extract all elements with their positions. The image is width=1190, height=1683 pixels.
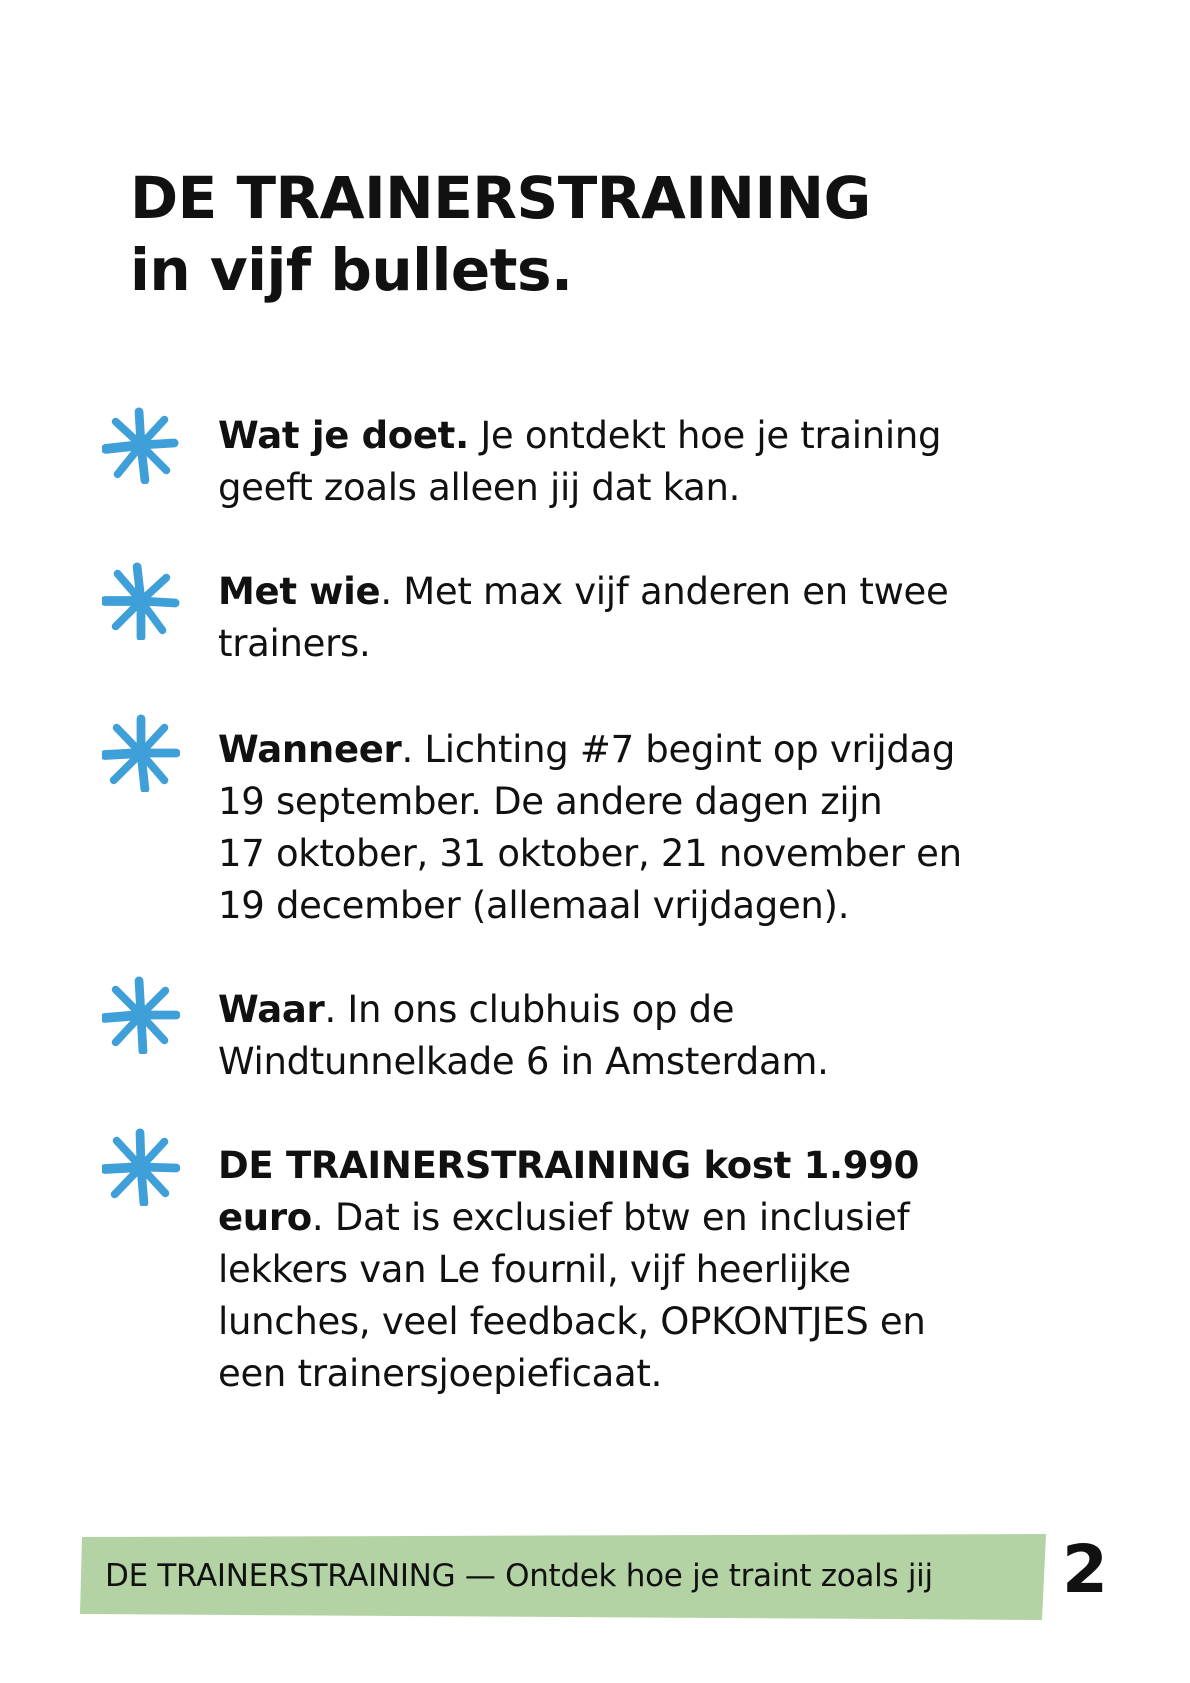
bullet-text bbox=[218, 566, 1088, 670]
asterisk-star-icon bbox=[102, 714, 180, 792]
bullet-text bbox=[218, 984, 1088, 1088]
bullet-line: . Met max vijf anderen en twee bbox=[380, 570, 949, 613]
bullet-line: Je ontdekt hoe je training bbox=[480, 414, 942, 457]
bullet-line: . Dat is exclusief btw en inclusief bbox=[311, 1196, 910, 1239]
bullet-line: een trainersjoepieficaat. bbox=[218, 1352, 663, 1395]
bullet-text bbox=[218, 1140, 1088, 1400]
bullet-lead: Wat je doet. bbox=[218, 414, 469, 457]
asterisk-star-icon bbox=[102, 1128, 180, 1206]
bullet-line: trainers. bbox=[218, 622, 371, 665]
bullet-line: Windtunnelkade 6 in Amsterdam. bbox=[218, 1040, 829, 1083]
bullet-line: 17 oktober, 31 oktober, 21 november en bbox=[218, 832, 962, 875]
bullet-line: geeft zoals alleen jij dat kan. bbox=[218, 466, 741, 509]
bullet-line: . In ons clubhuis op de bbox=[324, 988, 735, 1031]
bullet-lead: Met wie bbox=[218, 570, 381, 613]
asterisk-star-icon bbox=[102, 562, 180, 640]
asterisk-star-icon bbox=[102, 406, 180, 484]
page-number: 2 bbox=[1062, 1531, 1108, 1608]
bullet-lead: DE TRAINERSTRAINING kost 1.990 bbox=[218, 1144, 920, 1187]
page-title-line-1: DE TRAINERSTRAINING bbox=[130, 164, 871, 232]
bullet-text bbox=[218, 724, 1088, 932]
bullet-lead: Wanneer bbox=[218, 728, 402, 771]
asterisk-star-icon bbox=[102, 976, 180, 1054]
bullet-text bbox=[218, 410, 1088, 514]
bullet-lead: euro bbox=[218, 1196, 312, 1239]
bullet-line: . Lichting #7 begint op vrijdag bbox=[401, 728, 956, 771]
page-title-line-2: in vijf bullets. bbox=[130, 236, 573, 304]
bullet-line: lunches, veel feedback, OPKONTJES en bbox=[218, 1300, 926, 1343]
bullet-line: lekkers van Le fournil, vijf heerlijke bbox=[218, 1248, 851, 1291]
bullet-lead: Waar bbox=[218, 988, 325, 1031]
bullet-line: 19 september. De andere dagen zijn bbox=[218, 780, 883, 823]
bullet-line: 19 december (allemaal vrijdagen). bbox=[218, 884, 850, 927]
footer-title: DE TRAINERSTRAINING — Ontdek hoe je traint zoals jij bbox=[105, 1558, 933, 1594]
